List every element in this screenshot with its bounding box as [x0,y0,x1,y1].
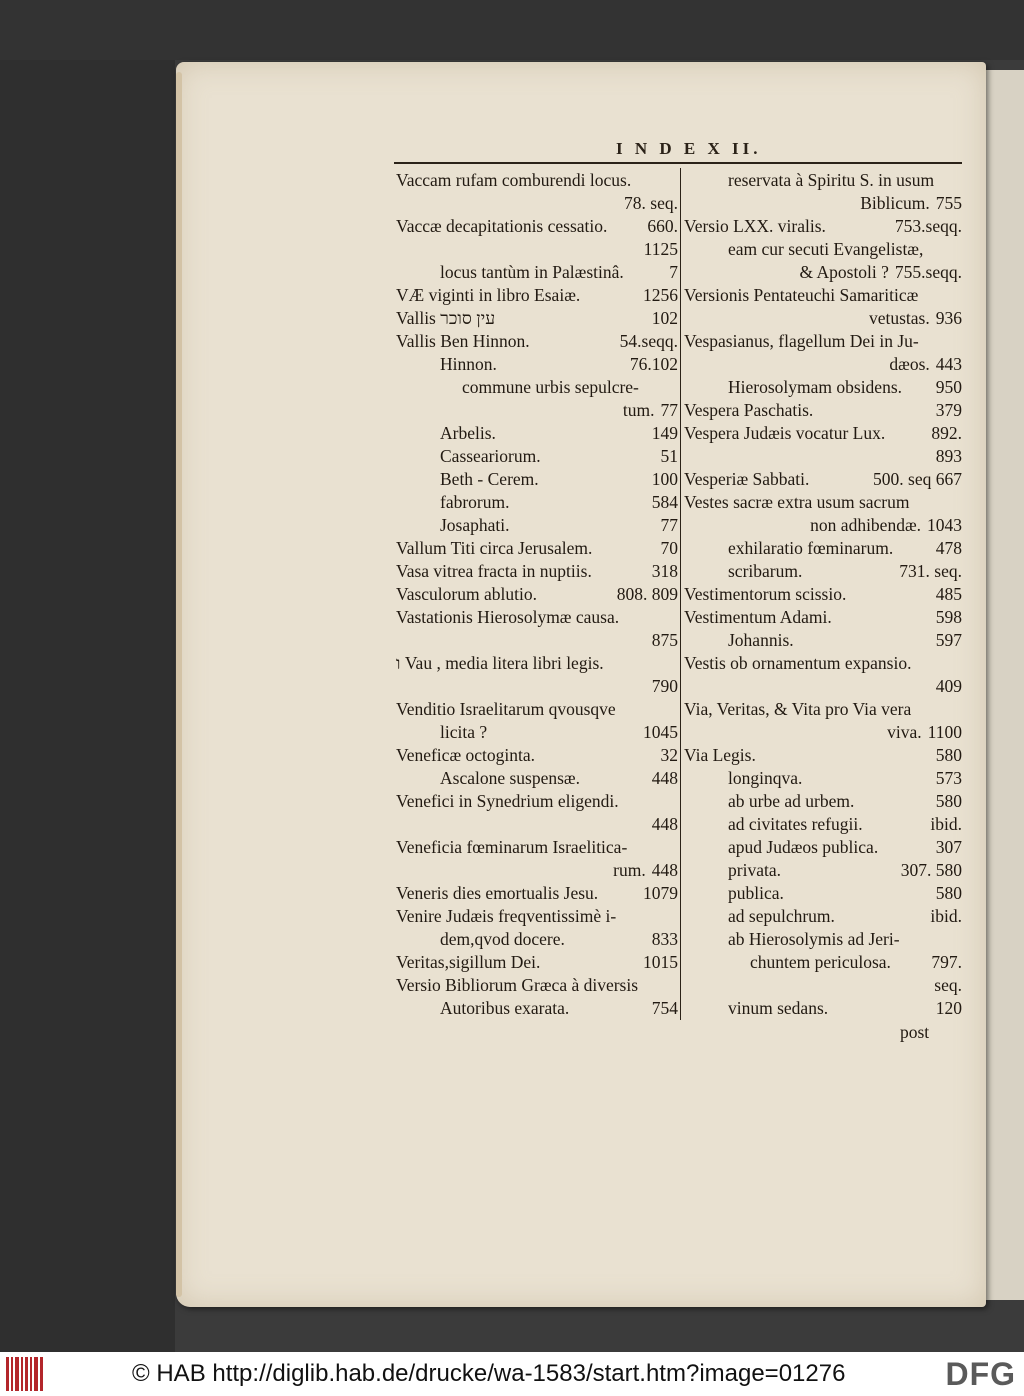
index-entry [396,169,678,192]
entry-term: Veneficæ octoginta. [396,745,535,765]
index-entry [396,652,678,675]
entry-term: commune urbis sepulcre- [462,377,639,397]
entry-term: locus tantùm in Palæstinâ. [440,262,624,282]
entry-term: Venditio Israelitarum qvousqve [396,699,616,719]
entry-term: scribarum. [728,561,803,581]
entry-page-ref: 1015 [643,952,678,972]
index-entry [396,882,678,905]
entry-term: privata. [728,860,781,880]
scanner-bed-left [0,0,175,1352]
index-entry [396,192,678,215]
entry-term: Arbelis. [440,423,496,443]
index-entry [684,491,962,514]
index-entry [396,583,678,606]
index-entry [396,951,678,974]
entry-term: Veritas,sigillum Dei. [396,952,541,972]
entry-page-ref: 808. 809 [616,584,678,604]
entry-page-ref: 120 [935,998,962,1018]
index-entry [684,767,962,790]
index-entry [684,215,962,238]
entry-term: Vasculorum ablutio. [396,584,537,604]
entry-term: exhilaratio fœminarum. [728,538,894,558]
entry-page-ref [672,606,678,629]
entry-page-ref: 149 [651,423,678,443]
entry-page-ref: 755.seqq. [894,262,962,282]
entry-page-ref: ibid. [930,814,962,834]
entry-page-ref: 790 [651,676,678,696]
entry-page-ref: 485 [935,584,962,604]
entry-page-ref: 102 [651,308,678,328]
barcode-bar [6,1357,9,1391]
entry-page-ref: 580 [935,883,962,903]
entry-page-ref: 379 [935,400,962,420]
entry-page-ref: 1125 [643,239,678,259]
index-entry [396,813,678,836]
index-entry [396,721,678,744]
column-divider [680,168,681,1020]
entry-term: eam cur secuti Evangelistæ, [728,239,924,259]
index-entry [396,859,678,882]
entry-term: Vaccam rufam comburendi locus. [396,170,632,190]
index-entry [396,928,678,951]
entry-term: Vasa vitrea fracta in nuptiis. [396,561,592,581]
entry-page-ref: 755 [935,193,962,213]
index-entry [396,767,678,790]
entry-term: licita ? [440,722,488,742]
barcode-bar [21,1357,23,1391]
entry-term: Autoribus exarata. [440,998,570,1018]
entry-page-ref: 70 [660,538,678,558]
index-entry [396,606,678,629]
entry-page-ref: 598 [935,607,962,627]
index-entry [396,629,678,652]
entry-page-ref: 443 [935,354,962,374]
entry-term: vinum sedans. [728,998,829,1018]
entry-term: dem,qvod docere. [440,929,565,949]
entry-term: ab Hierosolymis ad Jeri- [728,929,900,949]
index-entry [684,928,962,951]
index-column-right [684,169,962,1039]
index-entry [396,997,678,1020]
entry-term: viva. [887,722,922,742]
entry-term: rum. [613,860,646,880]
index-entry [684,905,962,928]
entry-term: Vallum Titi circa Jerusalem. [396,538,593,558]
entry-page-ref: 32 [660,745,678,765]
entry-term: Vallis Ben Hinnon. [396,331,530,351]
index-entry [684,813,962,836]
entry-page-ref [672,836,678,859]
running-header: I N D E X II. [616,139,762,158]
entry-term: dæos. [889,354,930,374]
entry-page-ref: 100 [651,469,678,489]
index-column-left [396,169,678,1039]
entry-page-ref: 580 [935,745,962,765]
entry-term: reservata à Spiritu S. in usum [728,170,935,190]
index-entry [396,261,678,284]
index-entry [396,330,678,353]
index-entry [684,652,962,675]
index-entry [684,951,962,974]
entry-page-ref: 573 [935,768,962,788]
entry-term: Vestes sacræ extra usum sacrum [684,492,910,512]
entry-term: VÆ viginti in libro Esaiæ. [396,285,581,305]
entry-term: vetustas. [868,308,930,328]
entry-page-ref: 318 [651,561,678,581]
entry-page-ref: 833 [651,929,678,949]
entry-page-ref: 754 [651,998,678,1018]
entry-page-ref: 753.seqq. [894,216,962,236]
index-entry [396,238,678,261]
index-entry [684,744,962,767]
entry-page-ref [672,790,678,813]
entry-term: Venire Judæis freqventissimè i- [396,906,617,926]
entry-term: longinqva. [728,768,803,788]
entry-term: Johannis. [728,630,794,650]
entry-term: tum. [622,400,655,420]
entry-page-ref [956,330,962,353]
entry-page-ref: 1043 [927,515,962,535]
entry-page-ref: 307 [935,837,962,857]
index-entry [396,445,678,468]
entry-term: ad sepulchrum. [728,906,835,926]
index-entry [684,284,962,307]
entry-term: Veneficia fœminarum Israelitica- [396,837,628,857]
entry-term: Venefici in Synedrium eligendi. [396,791,619,811]
entry-term: Versio Bibliorum Græca à diversis [396,975,639,995]
entry-page-ref: 77 [660,515,678,535]
index-entry [396,376,678,399]
index-entry [684,537,962,560]
scanner-bed-top [0,0,1024,60]
entry-page-ref: 892. [931,423,962,443]
entry-term: Vallis עין סוכר [396,308,496,328]
entry-page-ref: 1045 [643,722,678,742]
entry-term: Veneris dies emortualis Jesu. [396,883,599,903]
index-entry [684,583,962,606]
index-entry [684,169,962,192]
entry-page-ref: 584 [651,492,678,512]
entry-term: Casseariorum. [440,446,541,466]
index-entry [684,192,962,215]
footer-bar [0,1352,1024,1396]
entry-term: Hierosolymam obsidens. [728,377,903,397]
entry-term: Vaccæ decapitationis cessatio. [396,216,608,236]
index-entry [684,629,962,652]
entry-term: ad civitates refugii. [728,814,863,834]
index-entry [396,698,678,721]
entry-page-ref: 936 [935,308,962,328]
entry-term: publica. [728,883,784,903]
entry-term: fabrorum. [440,492,510,512]
barcode-icon [6,1357,46,1391]
index-entry [396,744,678,767]
barcode-bar [40,1357,43,1391]
entry-page-ref [672,652,678,675]
dfg-logo: DFG [945,1356,1016,1392]
entry-page-ref [672,376,678,399]
entry-page-ref [956,169,962,192]
entry-page-ref: 797. [931,952,962,972]
entry-term: Vestimentum Adami. [684,607,832,627]
barcode-bar [11,1357,13,1391]
index-entry [684,721,962,744]
entry-page-ref [956,698,962,721]
entry-page-ref: 77 [660,400,678,420]
index-entry [396,491,678,514]
entry-page-ref: 731. seq. [899,561,962,581]
entry-page-ref [956,238,962,261]
entry-page-ref: seq. [934,975,962,995]
index-entry [684,836,962,859]
entry-term: apud Judæos publica. [728,837,879,857]
entry-page-ref [956,491,962,514]
entry-page-ref: 660. [647,216,678,236]
index-entry [684,307,962,330]
index-entry [684,560,962,583]
index-entry [396,790,678,813]
index-entry [684,468,962,491]
entry-page-ref: 875 [651,630,678,650]
header-rule [394,162,962,164]
index-entry [684,675,962,698]
entry-page-ref: 1100 [927,722,962,742]
index-entry [396,675,678,698]
entry-page-ref: 950 [935,377,962,397]
index-entry [396,905,678,928]
index-entry [396,836,678,859]
entry-page-ref [956,928,962,951]
entry-term: Vestis ob ornamentum expansio. [684,653,912,673]
index-entry [684,422,962,445]
index-entry [684,859,962,882]
entry-page-ref: 51 [660,446,678,466]
index-entry [684,698,962,721]
index-entry [396,514,678,537]
index-entry [684,261,962,284]
index-entry [396,537,678,560]
index-entry [684,238,962,261]
entry-page-ref [956,652,962,675]
entry-term: Versio LXX. viralis. [684,216,826,236]
entry-page-ref: 893 [935,446,962,466]
barcode-bar [34,1357,38,1391]
entry-term: Hinnon. [440,354,497,374]
entry-term: ו Vau , media litera libri legis. [396,653,604,673]
entry-page-ref: 7 [669,262,678,282]
barcode-bar [15,1357,19,1391]
index-entry [396,422,678,445]
index-entry [684,514,962,537]
entry-page-ref: 78. seq. [624,193,678,213]
entry-term: Via Legis. [684,745,756,765]
barcode-bar [30,1357,32,1391]
entry-page-ref: 500. seq 667 [873,469,962,489]
entry-page-ref [672,169,678,192]
index-entry [396,215,678,238]
entry-term: Ascalone suspensæ. [440,768,580,788]
entry-term: Biblicum. [860,193,930,213]
index-entry [396,307,678,330]
index-entry [684,882,962,905]
entry-page-ref [672,905,678,928]
entry-page-ref [672,974,678,997]
entry-page-ref: 76.102 [629,354,678,374]
entry-term: ab urbe ad urbem. [728,791,855,811]
entry-term: Vastationis Hierosolymæ causa. [396,607,620,627]
index-entry [396,468,678,491]
entry-term: Josaphati. [440,515,510,535]
entry-page-ref: 1079 [643,883,678,903]
index-entry [396,974,678,997]
entry-page-ref: 597 [935,630,962,650]
entry-page-ref: 307. 580 [900,860,962,880]
entry-page-ref [956,284,962,307]
entry-page-ref: 478 [935,538,962,558]
entry-term: & Apostoli ? [799,262,889,282]
entry-term: chuntem periculosa. [750,952,891,972]
entry-page-ref: ibid. [930,906,962,926]
index-entry [396,284,678,307]
entry-page-ref: 448 [651,768,678,788]
entry-term: Vestimentorum scissio. [684,584,847,604]
entry-page-ref [672,698,678,721]
index-entry [684,376,962,399]
entry-page-ref: 54.seqq. [619,331,678,351]
entry-page-ref: 1256 [643,285,678,305]
entry-term: Beth - Cerem. [440,469,539,489]
entry-page-ref: 448 [651,814,678,834]
index-entry [684,974,962,997]
index-entry [684,353,962,376]
index-entry [684,997,962,1020]
index-entry [684,399,962,422]
entry-term: Vespera Paschatis. [684,400,814,420]
entry-term: Versionis Pentateuchi Samariticæ [684,285,919,305]
barcode-bar [25,1357,28,1391]
entry-page-ref: 409 [935,676,962,696]
entry-page-ref: 580 [935,791,962,811]
catchword: post [900,1022,930,1042]
footer-copyright[interactable]: © HAB http://diglib.hab.de/drucke/wa-1583/start.htm?image=01276 [132,1360,846,1387]
entry-term: Vespasianus, flagellum Dei in Ju- [684,331,919,351]
index-entry [396,399,678,422]
index-entry [396,353,678,376]
page-edge [176,72,182,1297]
index-entry [396,560,678,583]
entry-term: non adhibendæ. [810,515,921,535]
entry-page-ref: 448 [651,860,678,880]
entry-term: Vespera Judæis vocatur Lux. [684,423,886,443]
entry-term: Vesperiæ Sabbati. [684,469,810,489]
entry-term: Via, Veritas, & Vita pro Via vera [684,699,912,719]
index-entry [684,330,962,353]
facing-page-edge [984,70,1024,1300]
index-entry [684,606,962,629]
index-entry [684,790,962,813]
index-entry [684,445,962,468]
